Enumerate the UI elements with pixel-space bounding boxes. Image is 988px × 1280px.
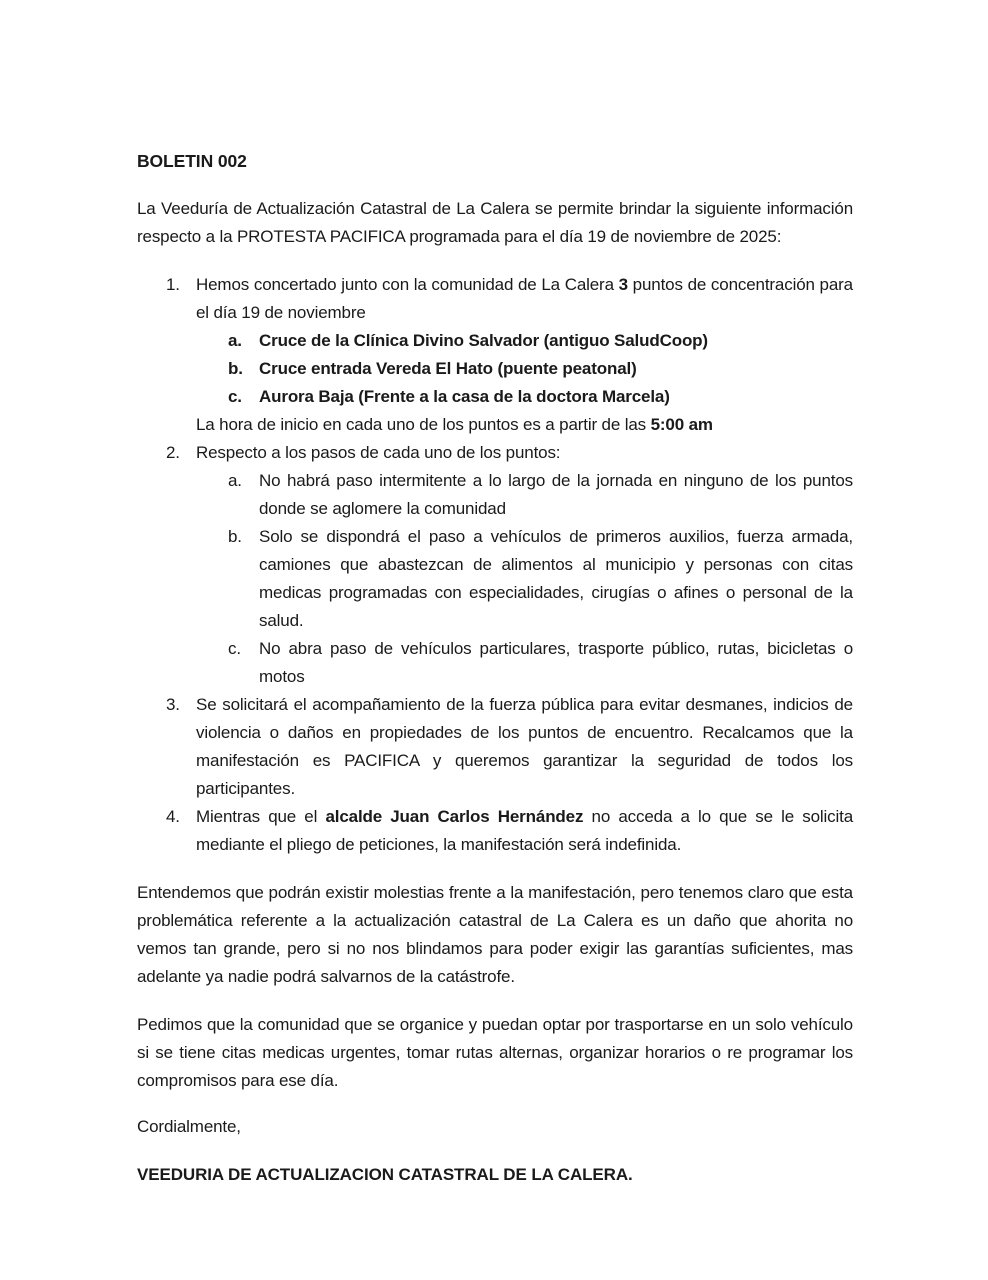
sign-off: Cordialmente, xyxy=(137,1116,241,1136)
closing-paragraph-2: Pedimos que la comunidad que se organice y puedan optar por trasportarse en un solo vehículo si se tiene citas medicas urgentes, tomar rutas alternas, organizar horarios o re programar los compromisos para ese día. xyxy=(137,1014,853,1090)
meeting-point-a xyxy=(228,327,853,355)
page-title: BOLETIN 002 xyxy=(137,151,247,171)
passage-rule-c xyxy=(228,635,853,691)
meeting-points-list xyxy=(196,327,853,411)
passage-rule-b xyxy=(228,523,853,635)
list-item-text xyxy=(196,271,853,327)
sub-marker: a. xyxy=(228,330,242,350)
list-item-text xyxy=(196,803,853,859)
mayor-name: alcalde Juan Carlos Hernández xyxy=(325,806,584,826)
list-item-3 xyxy=(137,691,853,803)
list-marker: 3. xyxy=(166,694,180,714)
sub-marker: b. xyxy=(228,358,243,378)
sub-item-text: Cruce entrada Vereda El Hato (puente peatonal) xyxy=(259,358,637,378)
item1-text-part2: puntos de concentración para el día 19 de noviembre xyxy=(196,274,853,322)
sub-item-text: Solo se dispondrá el paso a vehículos de primeros auxilios, fuerza armada, camiones que abastezcan de alimentos al municipio y personas con citas medicas programadas con especialidades, cirugías o afines o personal de la salud. xyxy=(259,526,853,630)
sub-item-text: Aurora Baja (Frente a la casa de la doctora Marcela) xyxy=(259,386,670,406)
list-item-2 xyxy=(137,439,853,691)
item4-text-part2: no acceda a lo que se le solicita mediante el pliego de peticiones, la manifestación será indefinida. xyxy=(196,806,853,854)
sub-item-text: Cruce de la Clínica Divino Salvador (antiguo SaludCoop) xyxy=(259,330,708,350)
item1-points-count: 3 xyxy=(618,274,628,294)
intro-text-part1: La Veeduría de Actualización Catastral de La Calera se permite brindar la siguiente información respecto a la xyxy=(137,198,853,246)
passage-rules-list xyxy=(196,467,853,691)
document-body xyxy=(137,150,853,1189)
intro-emphasis: PROTESTA PACIFICA xyxy=(236,226,405,246)
start-time-note-text: La hora de inicio en cada uno de los puntos es a partir de las xyxy=(196,414,651,434)
list-marker: 2. xyxy=(166,442,180,462)
list-item-text: Respecto a los pasos de cada uno de los puntos: xyxy=(196,442,561,462)
passage-rule-a xyxy=(228,467,853,523)
meeting-point-b xyxy=(228,355,853,383)
meeting-point-c xyxy=(228,383,853,411)
list-item-text: Se solicitará el acompañamiento de la fuerza pública para evitar desmanes, indicios de violencia o daños en propiedades de los puntos de encuentro. Recalcamos que la manifestación es PACIFICA y queremos garantizar la seguridad de todos los participantes. xyxy=(196,694,853,798)
sub-marker: c. xyxy=(228,638,241,658)
numbered-list xyxy=(137,271,853,859)
start-time-value: 5:00 am xyxy=(650,414,713,434)
sub-item-text: No habrá paso intermitente a lo largo de la jornada en ninguno de los puntos donde se aglomere la comunidad xyxy=(259,470,853,518)
closing-paragraph-1: Entendemos que podrán existir molestias frente a la manifestación, pero tenemos claro que esta problemática referente a la actualización catastral de La Calera es un daño que ahorita no vemos tan grande, pero si no nos blindamos para poder exigir las garantías suficientes, mas adelante ya nadie podrá salvarnos de la catástrofe. xyxy=(137,882,853,986)
intro-paragraph xyxy=(137,195,853,251)
list-item-1 xyxy=(137,271,853,439)
intro-text-part2: programada para el día 19 de noviembre de 2025: xyxy=(404,226,782,246)
start-time-note xyxy=(196,411,853,439)
sub-marker: c. xyxy=(228,386,242,406)
sub-marker: b. xyxy=(228,526,242,546)
sub-marker: a. xyxy=(228,470,242,490)
list-item-4 xyxy=(137,803,853,859)
item1-text-part1: Hemos concertado junto con la comunidad de La Calera xyxy=(196,274,619,294)
sub-item-text: No abra paso de vehículos particulares, trasporte público, rutas, bicicletas o motos xyxy=(259,638,853,686)
list-marker: 4. xyxy=(166,806,180,826)
list-marker: 1. xyxy=(166,274,180,294)
item4-text-part1: Mientras que el xyxy=(196,806,326,826)
signature-line: VEEDURIA DE ACTUALIZACION CATASTRAL DE LA CALERA. xyxy=(137,1164,633,1184)
